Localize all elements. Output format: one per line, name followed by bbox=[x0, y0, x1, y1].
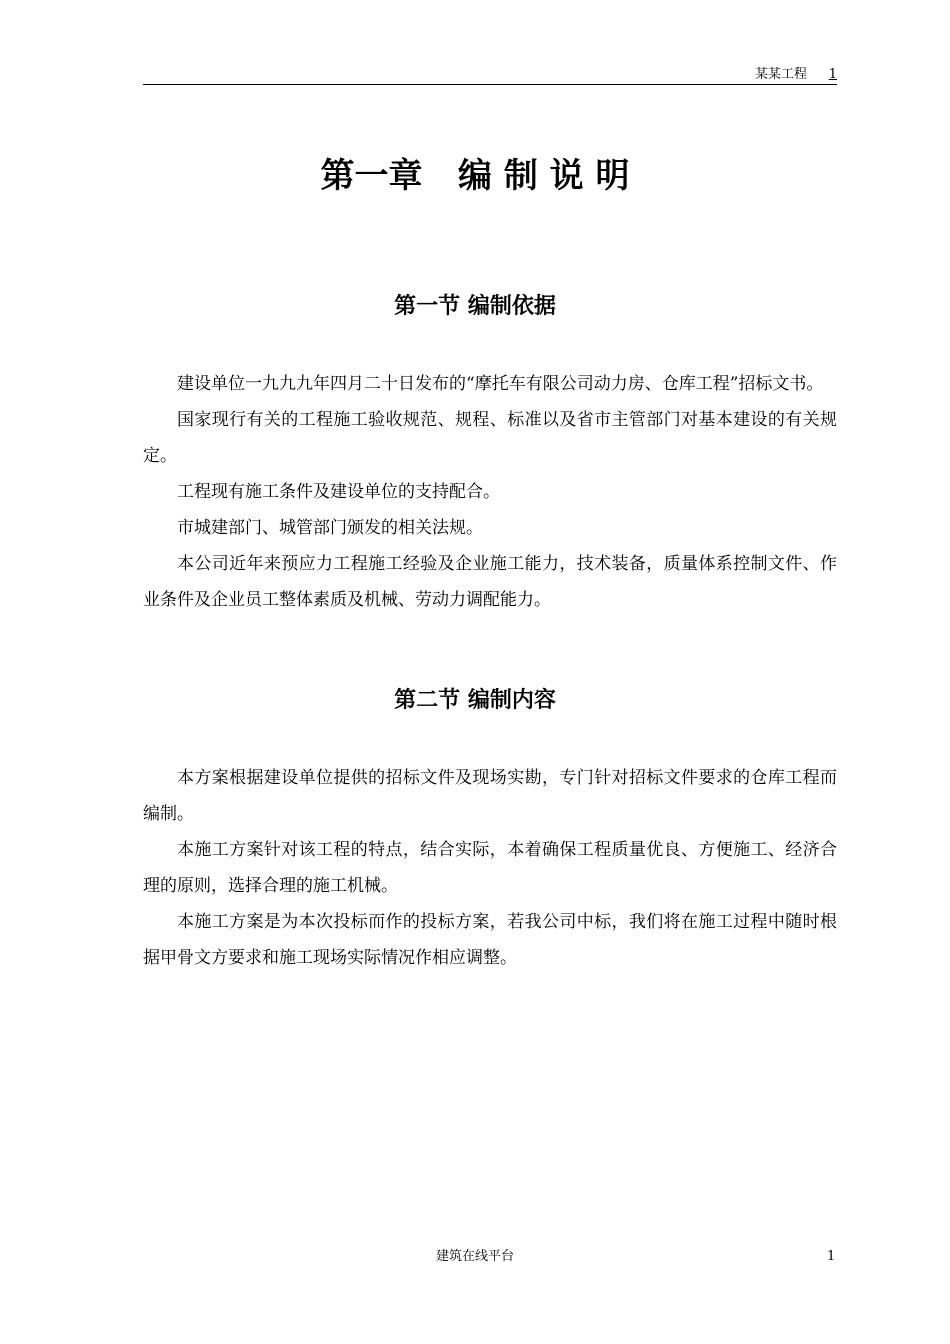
header-title: 某某工程 bbox=[754, 67, 807, 82]
paragraph: 本方案根据建设单位提供的招标文件及现场实勘，专门针对招标文件要求的仓库工程而编制。 bbox=[143, 768, 837, 824]
footer-text: 建筑在线平台 bbox=[435, 1249, 514, 1264]
section-title-content: 第二节 编制内容 bbox=[394, 688, 556, 713]
header-page-number: 1 bbox=[828, 67, 837, 82]
page-header bbox=[143, 66, 837, 85]
paragraph: 国家现行有关的工程施工验收规范、规程、标准以及省市主管部门对基本建设的有关规定。 bbox=[143, 410, 837, 466]
paragraph: 建设单位一九九九年四月二十日发布的“摩托车有限公司动力房、仓库工程”招标文书。 bbox=[177, 374, 824, 394]
footer-page-number: 1 bbox=[827, 1249, 836, 1264]
section-body-basis bbox=[143, 366, 837, 618]
paragraph: 市城建部门、城管部门颁发的相关法规。 bbox=[177, 518, 483, 538]
section-body-content bbox=[143, 760, 837, 976]
paragraph: 工程现有施工条件及建设单位的支持配合。 bbox=[177, 482, 500, 502]
paragraph: 本公司近年来预应力工程施工经验及企业施工能力，技术装备，质量体系控制文件、作业条件及企业员工整体素质及机械、劳动力调配能力。 bbox=[143, 554, 837, 610]
paragraph: 本施工方案是为本次投标而作的投标方案，若我公司中标，我们将在施工过程中随时根据甲骨文方要求和施工现场实际情况作相应调整。 bbox=[143, 912, 837, 968]
paragraph: 本施工方案针对该工程的特点，结合实际，本着确保工程质量优良、方便施工、经济合理的原则，选择合理的施工机械。 bbox=[143, 840, 837, 896]
section-title-basis: 第一节 编制依据 bbox=[394, 294, 556, 319]
chapter-title: 第一章 编 制 说 明 bbox=[320, 156, 630, 196]
